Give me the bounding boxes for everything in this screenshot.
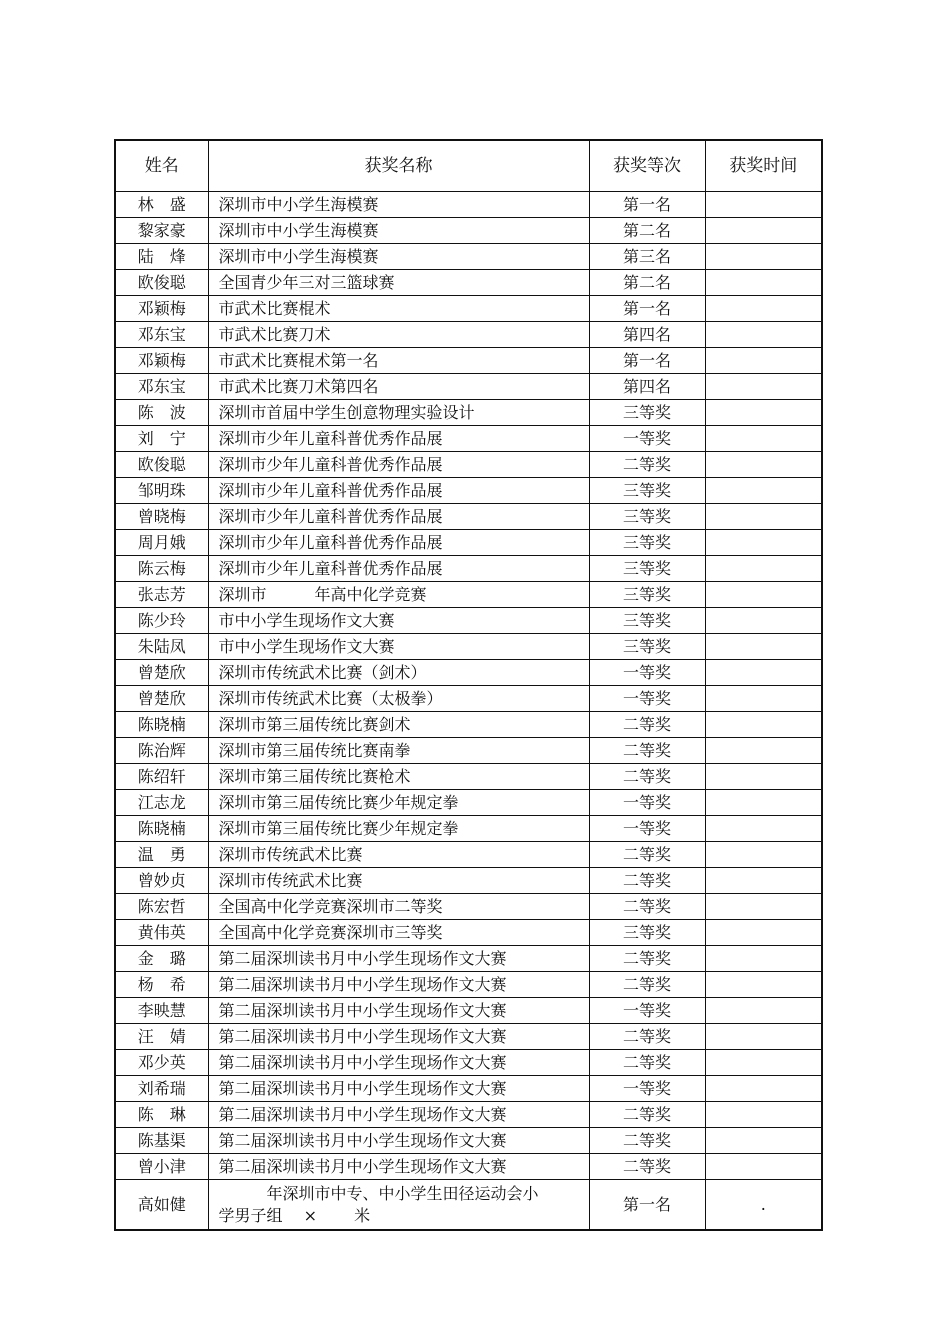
cell-award: 深圳市中小学生海模赛 — [208, 192, 589, 218]
cell-award: 深圳市中小学生海模赛 — [208, 244, 589, 270]
cell-rank: 二等奖 — [589, 1102, 705, 1128]
cell-name: 陈少玲 — [115, 608, 208, 634]
cell-rank: 三等奖 — [589, 530, 705, 556]
cell-name: 江志龙 — [115, 790, 208, 816]
cell-name: 汪 婧 — [115, 1024, 208, 1050]
cell-name: 陈宏哲 — [115, 894, 208, 920]
cell-award: 第二届深圳读书月中小学生现场作文大赛 — [208, 972, 589, 998]
table-row — [115, 426, 822, 452]
cell-time — [705, 270, 822, 296]
cell-time — [705, 1128, 822, 1154]
cell-rank: 二等奖 — [589, 1128, 705, 1154]
cell-award-line2: 学男子组 × 米 — [218, 1205, 371, 1225]
cell-time — [705, 920, 822, 946]
cell-name: 邓东宝 — [115, 322, 208, 348]
table-row — [115, 530, 822, 556]
cell-name: 周月娥 — [115, 530, 208, 556]
cell-rank: 二等奖 — [589, 1024, 705, 1050]
cell-rank: 一等奖 — [589, 426, 705, 452]
cell-award: 深圳市第三届传统比赛少年规定拳 — [208, 790, 589, 816]
table-row — [115, 660, 822, 686]
cell-rank: 第三名 — [589, 244, 705, 270]
cell-award: 第二届深圳读书月中小学生现场作文大赛 — [208, 1024, 589, 1050]
cell-rank: 二等奖 — [589, 1154, 705, 1180]
cell-award: 深圳市少年儿童科普优秀作品展 — [208, 426, 589, 452]
cell-time — [705, 504, 822, 530]
cell-rank: 二等奖 — [589, 738, 705, 764]
cell-name: 黎家豪 — [115, 218, 208, 244]
table-row — [115, 192, 822, 218]
table-row — [115, 894, 822, 920]
table-row — [115, 452, 822, 478]
cell-name: 杨 希 — [115, 972, 208, 998]
table-row — [115, 816, 822, 842]
cell-name: 林 盛 — [115, 192, 208, 218]
cell-time — [705, 1024, 822, 1050]
cell-rank: 第四名 — [589, 374, 705, 400]
table-row — [115, 478, 822, 504]
cell-award: 深圳市传统武术比赛（剑术） — [208, 660, 589, 686]
cell-award: 第二届深圳读书月中小学生现场作文大赛 — [208, 1154, 589, 1180]
table-row — [115, 582, 822, 608]
cell-time — [705, 712, 822, 738]
table-row — [115, 322, 822, 348]
table-row — [115, 218, 822, 244]
cell-rank: 二等奖 — [589, 894, 705, 920]
cell-rank: 三等奖 — [589, 582, 705, 608]
header-award: 获奖名称 — [208, 140, 589, 192]
table-row — [115, 270, 822, 296]
cell-name: 陈云梅 — [115, 556, 208, 582]
cell-rank: 第一名 — [589, 192, 705, 218]
table-row — [115, 712, 822, 738]
cell-time — [705, 452, 822, 478]
cell-award: 深圳市第三届传统比赛枪术 — [208, 764, 589, 790]
cell-rank: 一等奖 — [589, 816, 705, 842]
cell-time — [705, 582, 822, 608]
cell-time — [705, 374, 822, 400]
table-row — [115, 842, 822, 868]
cell-award: 第二届深圳读书月中小学生现场作文大赛 — [208, 998, 589, 1024]
cell-time — [705, 1102, 822, 1128]
cell-rank: 第一名 — [589, 1180, 705, 1231]
cell-award: 市武术比赛棍术第一名 — [208, 348, 589, 374]
table-row — [115, 998, 822, 1024]
cell-time — [705, 1050, 822, 1076]
cell-name: 陈治辉 — [115, 738, 208, 764]
cell-award: 深圳市少年儿童科普优秀作品展 — [208, 530, 589, 556]
cell-name: 陈晓楠 — [115, 712, 208, 738]
cell-rank: 三等奖 — [589, 634, 705, 660]
cell-award: 市武术比赛棍术 — [208, 296, 589, 322]
table-row-last — [115, 1180, 822, 1231]
cell-award: 深圳市 年高中化学竞赛 — [208, 582, 589, 608]
cell-time — [705, 998, 822, 1024]
table-row — [115, 374, 822, 400]
cell-name: 刘希瑞 — [115, 1076, 208, 1102]
cell-name: 曾妙贞 — [115, 868, 208, 894]
cell-name: 李映慧 — [115, 998, 208, 1024]
cell-name: 金 璐 — [115, 946, 208, 972]
cell-rank: 三等奖 — [589, 478, 705, 504]
cell-time — [705, 608, 822, 634]
cell-award: 深圳市第三届传统比赛剑术 — [208, 712, 589, 738]
table-row — [115, 1154, 822, 1180]
table-row — [115, 556, 822, 582]
cell-time — [705, 1076, 822, 1102]
cell-name: 陈绍轩 — [115, 764, 208, 790]
cell-rank: 二等奖 — [589, 764, 705, 790]
cell-rank: 二等奖 — [589, 452, 705, 478]
cell-time — [705, 530, 822, 556]
cell-time — [705, 400, 822, 426]
table-row — [115, 1024, 822, 1050]
cell-rank: 二等奖 — [589, 972, 705, 998]
cell-name: 邓东宝 — [115, 374, 208, 400]
cell-award: 全国高中化学竞赛深圳市三等奖 — [208, 920, 589, 946]
cell-award: 第二届深圳读书月中小学生现场作文大赛 — [208, 946, 589, 972]
table-row — [115, 946, 822, 972]
cell-award: 深圳市少年儿童科普优秀作品展 — [208, 452, 589, 478]
cell-time — [705, 426, 822, 452]
cell-award: 深圳市第三届传统比赛少年规定拳 — [208, 816, 589, 842]
cell-rank: 一等奖 — [589, 1076, 705, 1102]
cell-time — [705, 296, 822, 322]
cell-rank: 二等奖 — [589, 946, 705, 972]
table-row — [115, 764, 822, 790]
cell-name: 曾楚欣 — [115, 686, 208, 712]
cell-name: 邓少英 — [115, 1050, 208, 1076]
cell-rank: 三等奖 — [589, 400, 705, 426]
table-row — [115, 1050, 822, 1076]
cell-award: 深圳市首届中学生创意物理实验设计 — [208, 400, 589, 426]
cell-name: 温 勇 — [115, 842, 208, 868]
table-row — [115, 972, 822, 998]
cell-name: 陈 波 — [115, 400, 208, 426]
cell-award-line1: 年深圳市中专、中小学生田径运动会小 — [218, 1183, 539, 1203]
cell-time — [705, 244, 822, 270]
table-row — [115, 1102, 822, 1128]
table-row — [115, 1076, 822, 1102]
table-row — [115, 1128, 822, 1154]
cell-name: 朱陆凤 — [115, 634, 208, 660]
table-body — [115, 192, 822, 1180]
cell-name: 陆 烽 — [115, 244, 208, 270]
cell-time — [705, 816, 822, 842]
cell-rank: 第一名 — [589, 296, 705, 322]
cell-name: 陈 琳 — [115, 1102, 208, 1128]
cell-time — [705, 1154, 822, 1180]
cell-award: 市武术比赛刀术第四名 — [208, 374, 589, 400]
cell-time — [705, 764, 822, 790]
table-row — [115, 504, 822, 530]
cell-name: 刘 宁 — [115, 426, 208, 452]
cell-award: 深圳市少年儿童科普优秀作品展 — [208, 504, 589, 530]
cell-award: 深圳市传统武术比赛（太极拳） — [208, 686, 589, 712]
cell-award: 市武术比赛刀术 — [208, 322, 589, 348]
cell-name: 欧俊聪 — [115, 270, 208, 296]
cell-rank: 第四名 — [589, 322, 705, 348]
cell-name: 邓颖梅 — [115, 296, 208, 322]
cell-time — [705, 686, 822, 712]
cell-rank: 二等奖 — [589, 842, 705, 868]
cell-award: 全国高中化学竞赛深圳市二等奖 — [208, 894, 589, 920]
cell-rank: 三等奖 — [589, 920, 705, 946]
table-row — [115, 920, 822, 946]
table-row — [115, 686, 822, 712]
cell-name: 陈基渠 — [115, 1128, 208, 1154]
header-name: 姓名 — [115, 140, 208, 192]
table-row — [115, 244, 822, 270]
cell-award: 深圳市中小学生海模赛 — [208, 218, 589, 244]
cell-rank: 第一名 — [589, 348, 705, 374]
cell-rank: 一等奖 — [589, 790, 705, 816]
cell-rank: 三等奖 — [589, 504, 705, 530]
header-rank: 获奖等次 — [589, 140, 705, 192]
cell-rank: 二等奖 — [589, 712, 705, 738]
cell-award: 市中小学生现场作文大赛 — [208, 634, 589, 660]
cell-time — [705, 946, 822, 972]
table-row — [115, 738, 822, 764]
cell-award: 深圳市传统武术比赛 — [208, 842, 589, 868]
cell-time — [705, 790, 822, 816]
cell-name: 张志芳 — [115, 582, 208, 608]
table-row — [115, 608, 822, 634]
cell-name: 欧俊聪 — [115, 452, 208, 478]
cell-time: . — [705, 1180, 822, 1231]
cell-time — [705, 738, 822, 764]
cell-time — [705, 634, 822, 660]
cell-award: 全国青少年三对三篮球赛 — [208, 270, 589, 296]
table-row — [115, 790, 822, 816]
cell-award: 第二届深圳读书月中小学生现场作文大赛 — [208, 1128, 589, 1154]
cell-rank: 第二名 — [589, 218, 705, 244]
awards-table — [114, 139, 823, 1231]
cell-award: 深圳市第三届传统比赛南拳 — [208, 738, 589, 764]
cell-name: 曾晓梅 — [115, 504, 208, 530]
cell-name: 陈晓楠 — [115, 816, 208, 842]
table-row — [115, 634, 822, 660]
cell-time — [705, 842, 822, 868]
cell-time — [705, 348, 822, 374]
cell-name: 黄伟英 — [115, 920, 208, 946]
cell-award — [208, 1180, 589, 1231]
cell-rank: 第二名 — [589, 270, 705, 296]
cell-rank: 一等奖 — [589, 686, 705, 712]
cell-name: 邓颖梅 — [115, 348, 208, 374]
cell-time — [705, 556, 822, 582]
cell-award: 市中小学生现场作文大赛 — [208, 608, 589, 634]
cell-time — [705, 868, 822, 894]
cell-time — [705, 660, 822, 686]
cell-rank: 三等奖 — [589, 608, 705, 634]
table-row — [115, 868, 822, 894]
cell-award: 深圳市少年儿童科普优秀作品展 — [208, 556, 589, 582]
cell-name: 曾小津 — [115, 1154, 208, 1180]
cell-time — [705, 894, 822, 920]
cell-rank: 三等奖 — [589, 556, 705, 582]
header-time: 获奖时间 — [705, 140, 822, 192]
cell-time — [705, 972, 822, 998]
cell-rank: 二等奖 — [589, 868, 705, 894]
cell-time — [705, 322, 822, 348]
table-row — [115, 296, 822, 322]
cell-time — [705, 218, 822, 244]
cell-award: 深圳市少年儿童科普优秀作品展 — [208, 478, 589, 504]
cell-time — [705, 192, 822, 218]
cell-rank: 一等奖 — [589, 998, 705, 1024]
cell-rank: 一等奖 — [589, 660, 705, 686]
table-row — [115, 400, 822, 426]
cell-award: 第二届深圳读书月中小学生现场作文大赛 — [208, 1050, 589, 1076]
cell-award: 第二届深圳读书月中小学生现场作文大赛 — [208, 1102, 589, 1128]
cell-award: 深圳市传统武术比赛 — [208, 868, 589, 894]
cell-name: 曾楚欣 — [115, 660, 208, 686]
header-row — [115, 140, 822, 192]
cell-name: 高如健 — [115, 1180, 208, 1231]
cell-rank: 二等奖 — [589, 1050, 705, 1076]
cell-name: 邹明珠 — [115, 478, 208, 504]
cell-award: 第二届深圳读书月中小学生现场作文大赛 — [208, 1076, 589, 1102]
cell-time — [705, 478, 822, 504]
table-row — [115, 348, 822, 374]
